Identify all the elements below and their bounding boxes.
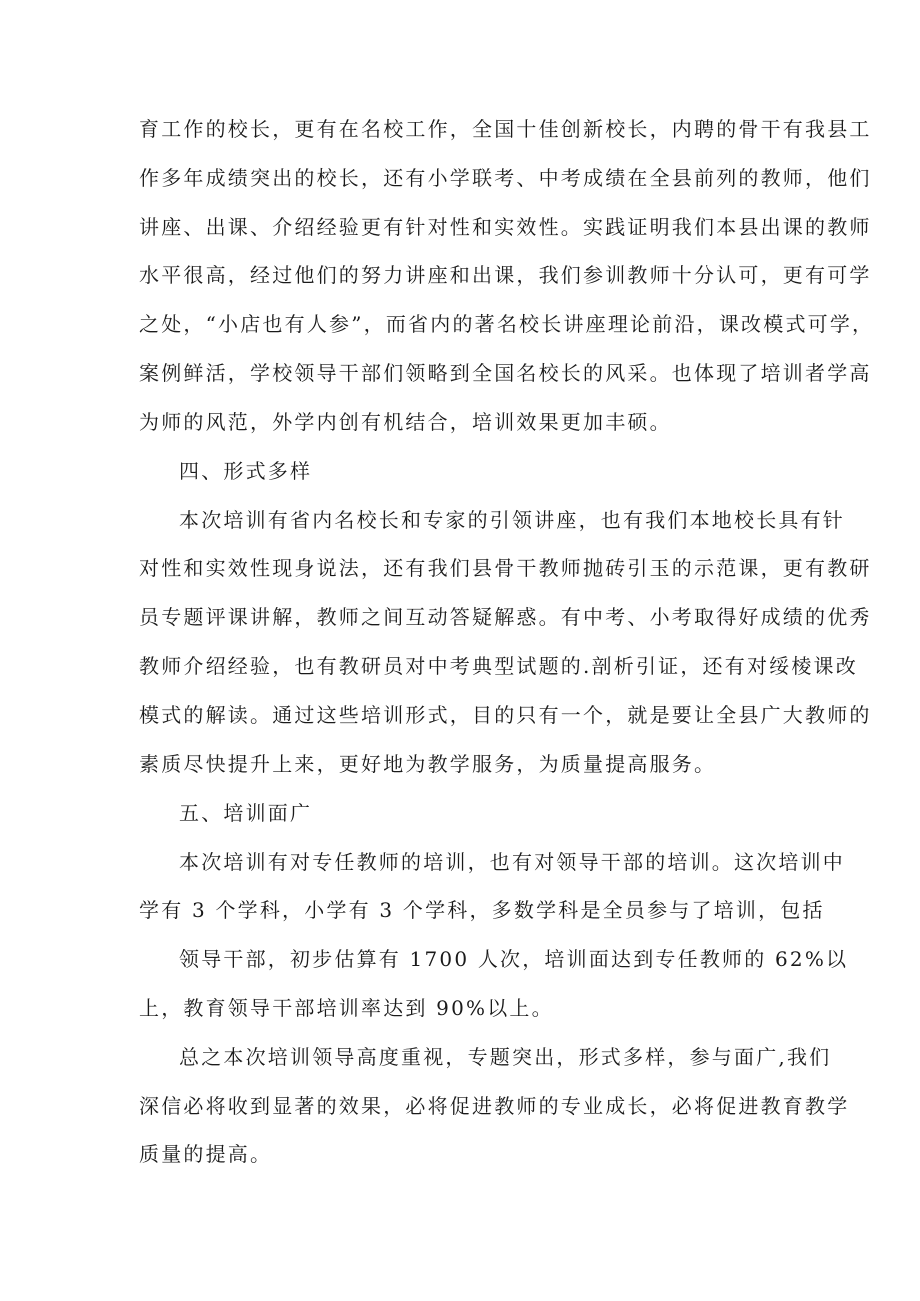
para2-line-4: 教师介绍经验，也有教研员对中考典型试题的.剖析引证，还有对绥棱课改 [139,654,858,678]
para2-line-3: 员专题评课讲解，教师之间互动答疑解惑。有中考、小考取得好成绩的优秀 [139,605,872,629]
para4-line-2: 深信必将收到显著的效果，必将促进教师的专业成长，必将促进教育教学 [139,1094,850,1118]
section-heading-4: 四、形式多样 [179,459,313,483]
para1-line-5: 之处，“小店也有人参”，而省内的著名校长讲座理论前沿，课改模式可学， [139,312,875,336]
para2-line-2: 对性和实效性现身说法，还有我们县骨干教师抛砖引玉的示范课，更有教研 [139,556,872,580]
para2-line-1: 本次培训有省内名校长和专家的引领讲座，也有我们本地校长具有针 [179,508,845,532]
para4-line-1: 总之本次培训领导高度重视，专题突出，形式多样，参与面广,我们 [179,1045,832,1069]
para2-line-5: 模式的解读。通过这些培训形式，目的只有一个，就是要让全县广大教师的 [139,703,872,727]
para1-line-1: 育工作的校长，更有在名校工作，全国十佳创新校长，内聘的骨干有我县工 [139,117,872,141]
section-heading-5: 五、培训面广 [179,801,313,825]
para1-line-2: 作多年成绩突出的校长，还有小学联考、中考成绩在全县前列的教师，他们 [139,166,872,190]
para3-line-2: 学有 3 个学科，小学有 3 个学科，多数学科是全员参与了培训，包括 [139,898,825,922]
para3-line-1: 本次培训有对专任教师的培训，也有对领导干部的培训。这次培训中 [179,850,845,874]
para4-line-3: 质量的提高。 [139,1142,273,1166]
para1-line-7: 为师的风范，外学内创有机结合，培训效果更加丰硕。 [139,410,672,434]
para1-line-6: 案例鲜活，学校领导干部们领略到全国名校长的风采。也体现了培训者学高 [139,361,872,385]
para1-line-3: 讲座、出课、介绍经验更有针对性和实效性。实践证明我们本县出课的教师 [139,215,872,239]
para2-line-6: 素质尽快提升上来，更好地为教学服务，为质量提高服务。 [139,752,717,776]
para3-line-3: 领导干部，初步估算有 1700 人次，培训面达到专任教师的 62%以 [179,947,849,971]
para1-line-4: 水平很高，经过他们的努力讲座和出课，我们参训教师十分认可，更有可学 [139,263,872,287]
para3-line-4: 上，教育领导干部培训率达到 90%以上。 [139,996,554,1020]
